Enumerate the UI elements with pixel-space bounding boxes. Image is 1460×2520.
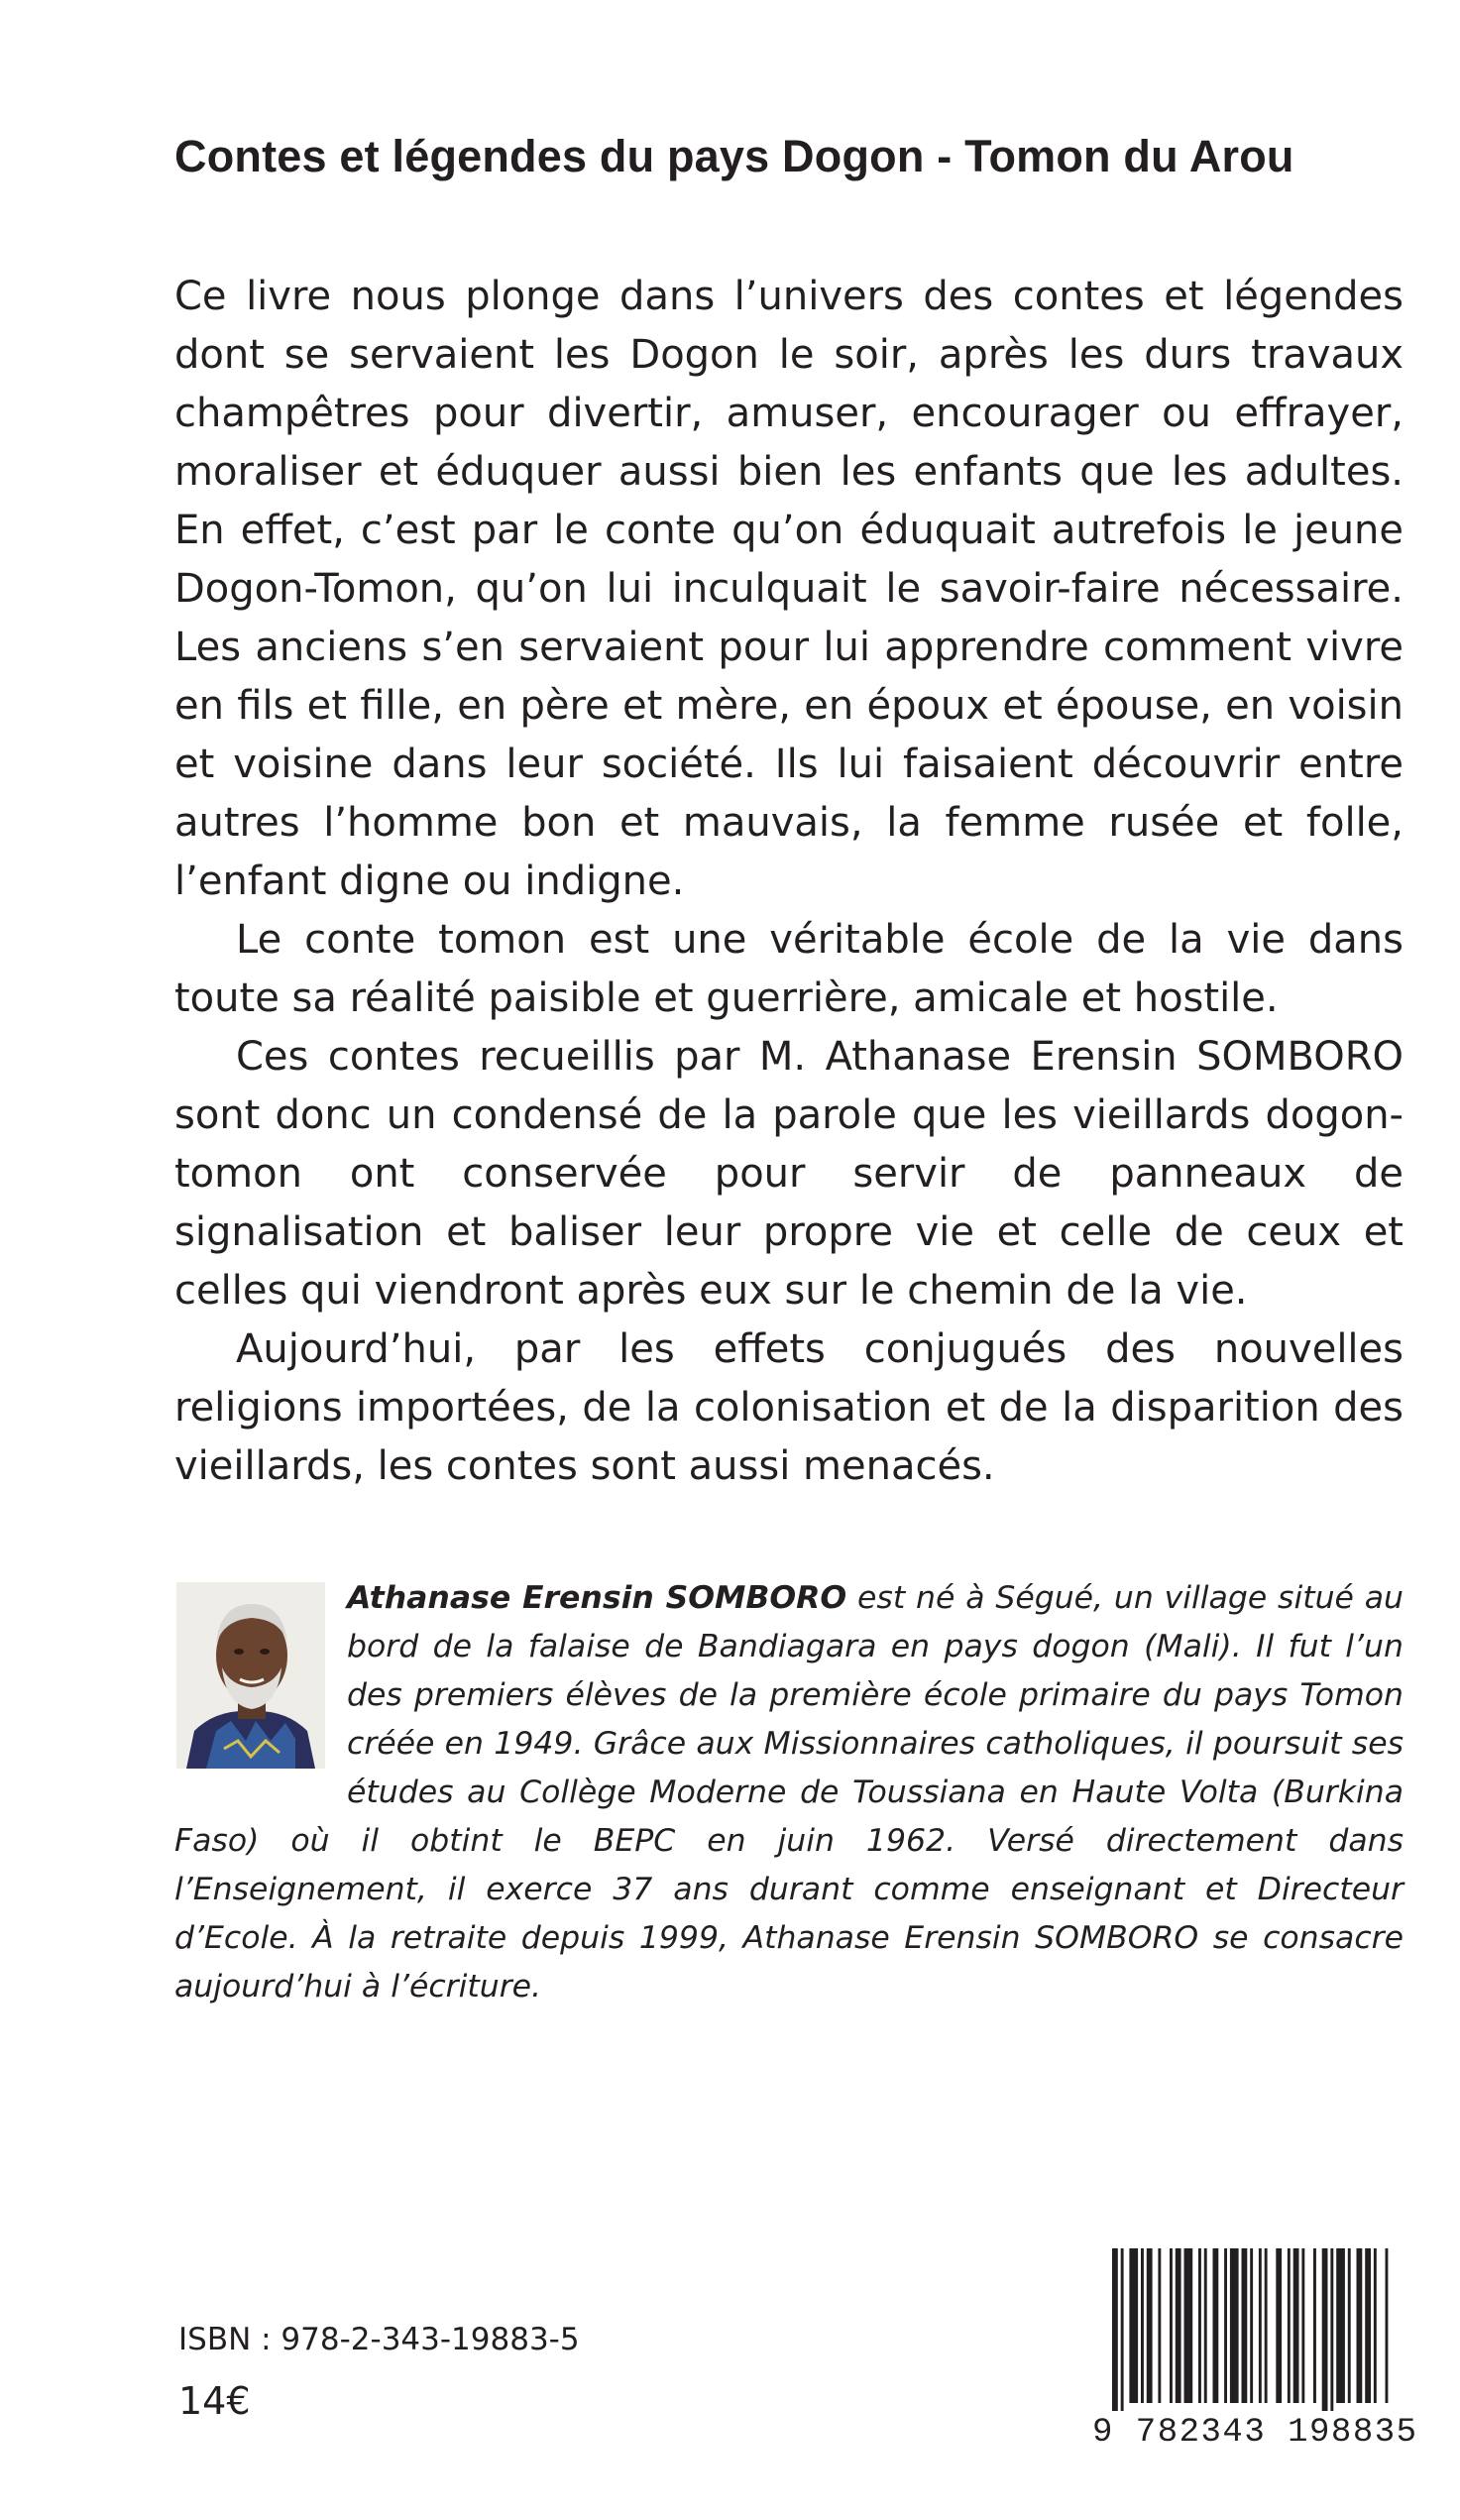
- author-photo: [176, 1582, 325, 1769]
- barcode-bar: [1250, 2248, 1253, 2403]
- barcode-bar: [1213, 2248, 1219, 2403]
- back-cover-blurb: [174, 268, 1404, 1496]
- barcode-bar: [1265, 2248, 1268, 2403]
- barcode-bar: [1230, 2248, 1239, 2403]
- barcode-bar: [1322, 2248, 1328, 2415]
- barcode-bar: [1313, 2248, 1316, 2403]
- blurb-paragraph: Ce livre nous plonge dans l’univers des contes et légendes dont se servaient les Dogon le soir, après les durs travaux champêtres pour divertir, amuser, encourager ou effrayer, moraliser et éduquer aussi bien les enfants que les adultes. En effet, c’est par le conte qu’on éduquait autrefois le jeune Dogon-Tomon, qu’on lui inculquait le savoir-faire nécessaire. Les anciens s’en servaient pour lui apprendre comment vivre en fils et fille, en père et mère, en époux et épouse, en voisin et voisine dans leur société. Ils lui faisaient découvrir entre autres l’homme bon et mauvais, la femme rusée et folle, l’enfant digne ou indigne.: [174, 274, 1404, 904]
- price: 14€: [178, 2379, 251, 2423]
- barcode-bar: [1224, 2248, 1227, 2403]
- barcode-bar: [1365, 2248, 1371, 2403]
- barcode-bar: [1259, 2248, 1262, 2403]
- barcode-bar: [1301, 2248, 1304, 2403]
- barcode-bar: [1198, 2248, 1201, 2403]
- blurb-paragraph: Ces contes recueillis par M. Athanase Erensin SOMBORO sont donc un condensé de la parole que les vieillards dogon-tomon ont conservée pour servir de panneaux de signalisation et baliser leur propre vie et celle de ceux et celles qui viendront après eux sur le chemin de la vie.: [174, 1034, 1404, 1314]
- barcode-bar: [1204, 2248, 1207, 2403]
- barcode-bar: [1386, 2248, 1389, 2403]
- author-bio-text: est né à Ségué, un village situé au bord de la falaise de Bandiagara en pays dogon (Mali). Il fut l’un des premiers élèves de la première école primaire du pays Tomon créée en 1949. Grâce aux Missionnaires catholiques, il poursuit ses études au Collège Moderne de Toussiana en Haute Volta (Burkina Faso) où il obtint le BEPC en juin 1962. Versé directement dans l’Enseignement, il exerce 37 ans durant comme enseignant et Directeur d’Ecole. À la retraite depuis 1999, Athanase Erensin SOMBORO se consacre aujourd’hui à l’écriture.: [174, 1580, 1404, 2005]
- book-title: Contes et légendes du pays Dogon - Tomon du Arou: [174, 131, 1294, 181]
- author-name: Athanase Erensin SOMBORO: [347, 1580, 847, 1616]
- barcode-bar: [1129, 2248, 1138, 2403]
- barcode-bar: [1112, 2248, 1118, 2415]
- blurb-paragraph: Aujourd’hui, par les effets conjugués des nouvelles religions importées, de la colonisation et de la disparition des vieillards, les contes sont aussi menacés.: [174, 1326, 1404, 1489]
- barcode-bar: [1374, 2248, 1377, 2403]
- barcode-bar: [1336, 2248, 1345, 2403]
- barcode-bar: [1141, 2248, 1144, 2403]
- barcode-bar: [1357, 2248, 1363, 2403]
- barcode-bar: [1147, 2248, 1153, 2403]
- barcode-bar: [1288, 2248, 1291, 2403]
- barcode-bar: [1184, 2248, 1193, 2403]
- barcode-bar: [1121, 2248, 1124, 2415]
- barcode-bar: [1158, 2248, 1161, 2403]
- barcode-digits: 9 782343 198835: [1092, 2411, 1407, 2455]
- barcode-bar: [1176, 2248, 1181, 2403]
- isbn: ISBN : 978-2-343-19883-5: [178, 2322, 580, 2357]
- barcode-bar: [1330, 2248, 1333, 2415]
- barcode-bar: [1276, 2248, 1282, 2403]
- barcode-bar: [1348, 2248, 1351, 2403]
- author-biography: [174, 1574, 1404, 2011]
- blurb-paragraph: Le conte tomon est une véritable école de la vie dans toute sa réalité paisible et guerrière, amicale et hostile.: [174, 917, 1404, 1021]
- barcode-bar: [1293, 2248, 1299, 2403]
- barcode-bars: [1092, 2248, 1407, 2415]
- author-portrait-illustration: [176, 1582, 325, 1769]
- barcode-bar: [1242, 2248, 1248, 2403]
- barcode-bar: [1170, 2248, 1173, 2403]
